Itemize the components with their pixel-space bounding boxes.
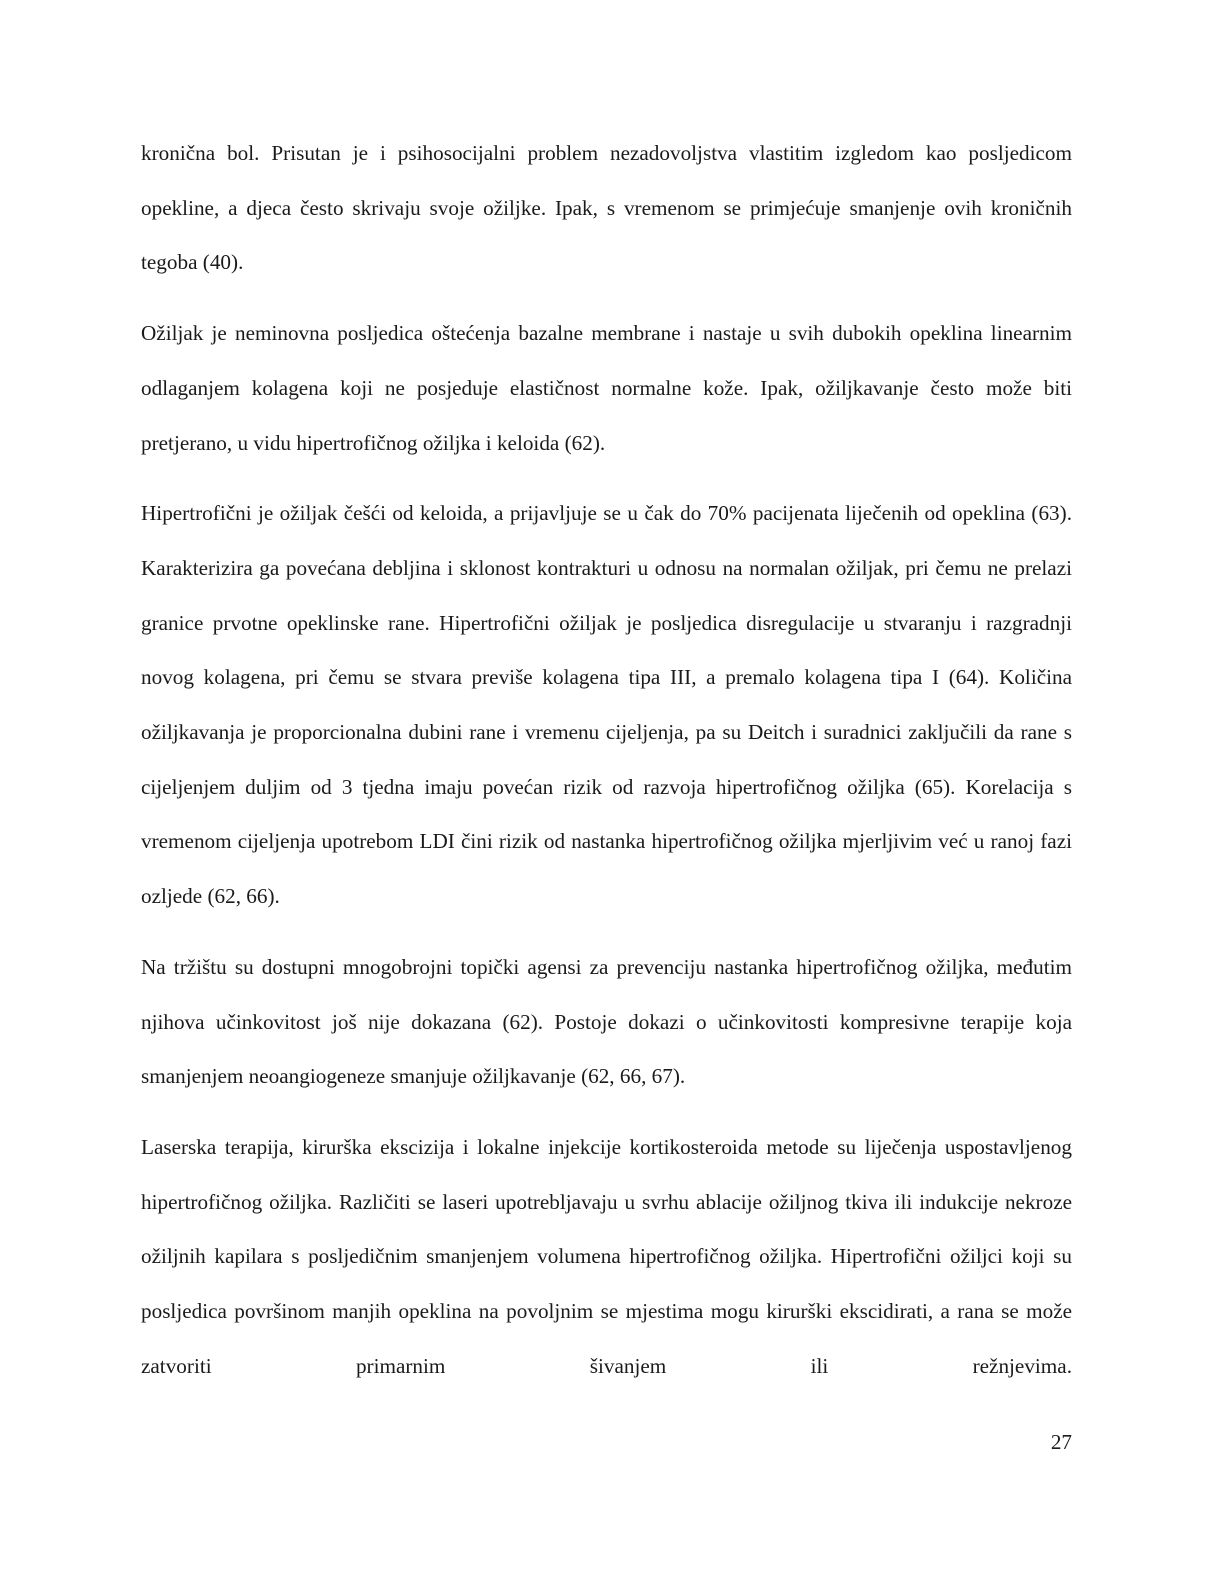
- paragraph-scar-formation: Ožiljak je neminovna posljedica oštećenja bazalne membrane i nastaje u svih dubokih opeklina linearnim odlaganjem kolagena koji ne posjeduje elastičnost normalne kože. Ipak, ožiljkavanje često može biti pretjerano, u vidu hipertrofičnog ožiljka i keloida (62).: [141, 321, 1072, 455]
- paragraph-chronic-pain: kronična bol. Prisutan je i psihosocijalni problem nezadovoljstva vlastitim izgledom kao posljedicom opekline, a djeca često skrivaju svoje ožiljke. Ipak, s vremenom se primjećuje smanjenje ovih kroničnih tegoba (40).: [141, 141, 1072, 275]
- page-number: 27: [1050, 1430, 1072, 1454]
- paragraph-topical-agents: Na tržištu su dostupni mnogobrojni topički agensi za prevenciju nastanka hipertrofičnog ožiljka, međutim njihova učinkovitost još nije dokazana (62). Postoje dokazi o učinkovitosti kompresivne terapije koja smanjenjem neoangiogeneze smanjuje ožiljkavanje (62, 66, 67).: [141, 954, 1072, 1089]
- page-body: [141, 126, 1072, 1393]
- paragraph-treatment: Laserska terapija, kirurška ekscizija i lokalne injekcije kortikosteroida metode su liječenja uspostavljenog hipertrofičnog ožiljka. Različiti se laseri upotrebljavaju u svrhu ablacije ožiljnog tkiva ili indukcije nekroze ožiljnih kapilara s posljedičnim smanjenjem volumena hipertrofičnog ožiljka. Hipertrofični ožiljci koji su posljedica površinom manjih opeklina na povoljnim se mjestima mogu kirurški ekscidirati, a rana se može zatvoriti primarnim šivanjem ili režnjevima.: [141, 1134, 1072, 1378]
- paragraph-hypertrophic-scar: Hipertrofični je ožiljak češći od keloida, a prijavljuje se u čak do 70% pacijenata liječenih od opeklina (63). Karakterizira ga povećana debljina i sklonost kontrakturi u odnosu na normalan ožiljak, pri čemu ne prelazi granice prvotne opeklinske rane. Hipertrofični ožiljak je posljedica disregulacije u stvaranju i razgradnji novog kolagena, pri čemu se stvara previše kolagena tipa III, a premalo kolagena tipa I (64). Količina ožiljkavanja je proporcionalna dubini rane i vremenu cijeljenja, pa su Deitch i suradnici zaključili da rane s cijeljenjem duljim od 3 tjedna imaju povećan rizik od razvoja hipertrofičnog ožiljka (65). Korelacija s vremenom cijeljenja upotrebom LDI čini rizik od nastanka hipertrofičnog ožiljka mjerljivim već u ranoj fazi ozljede (62, 66).: [141, 501, 1072, 909]
